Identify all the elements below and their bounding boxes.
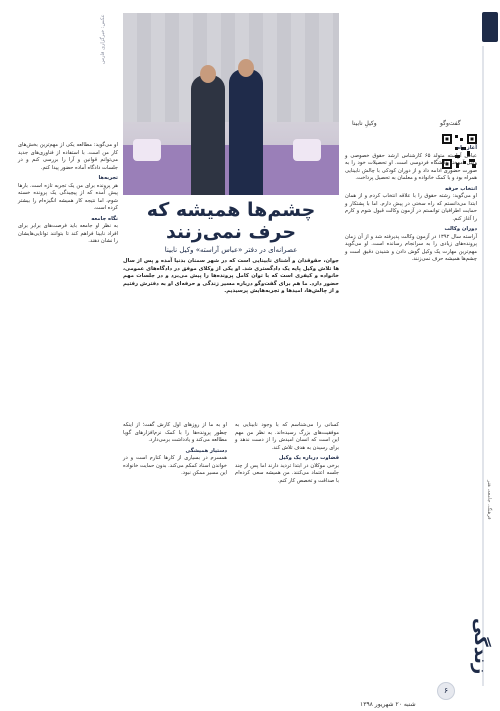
subheading: آغاز راه (457, 145, 477, 151)
publication-logo (482, 12, 498, 42)
paragraph: او به ما از روزهای اول کارش گفت؛ از اینکه چطور پرونده‌ها را با کمک نرم‌افزارهای گویا مطالعه می‌کند و یادداشت برمی‌دارد. (123, 422, 227, 443)
center-right-column (235, 422, 339, 485)
headline (123, 199, 339, 243)
paragraph: همسرم در بسیاری از کارها کنارم است و در خواندن اسناد کمکم می‌کند. بدون حمایت خانواده این مسیر ممکن نبود. (123, 455, 227, 476)
photo-credit: عکس: خبرگزاری فارس (100, 14, 106, 64)
paragraph: او می‌گوید: رشته حقوق را با علاقه انتخاب کردم و از همان ابتدا می‌دانستم که راه سختی در پیش دارم. اما با پشتکار و حمایت اطرافیان توانستم در آزمون وکالت قبول شوم و کارم را آغاز کنم. (345, 193, 477, 222)
side-rail (482, 46, 484, 686)
subheading: دوران وکالت (444, 226, 477, 232)
paragraph: کسانی را می‌شناسم که با وجود نابینایی به موفقیت‌های بزرگ رسیده‌اند. به نظر من مهم این است که انسان امیدش را از دست ندهد و برای رسیدن به هدف تلاش کند. (235, 422, 339, 451)
subheading: تجربه‌ها (98, 175, 118, 181)
issue-date: شنبه ۲۰ شهریور ۱۳۹۸ (360, 701, 416, 708)
right-column (345, 142, 477, 264)
photo-head-left (200, 65, 216, 83)
subheading: نگاه جامعه (91, 215, 118, 222)
feature-photo (123, 13, 339, 195)
headline-line-2: حرف نمی‌زنند (165, 221, 297, 243)
qr-label: گفت‌وگو (440, 120, 461, 127)
side-section-text: فرهنگ، جامعه، هنر (486, 480, 492, 520)
photo-person-left (191, 75, 225, 195)
paragraph: آراسته سال ۱۳۹۲ در آزمون وکالت پذیرفته شد و از آن زمان پرونده‌های زیادی را به سرانجام رسانده است. او می‌گوید مهم‌ترین مهارت یک وکیل گوش دادن و شنیدن دقیق است و چشم‌ها همیشه حرف نمی‌زنند. (345, 233, 477, 262)
section-tag: وکیلِ نابینا (352, 120, 377, 127)
paragraph: هر پرونده برای من یک تجربه تازه است. بارها پیش آمده که از پیچیدگی یک پرونده خسته شوم، اما نتیجه کار همیشه انگیزه‌ام را بیشتر کرده است. (18, 182, 118, 211)
paragraph: برخی موکلان در ابتدا تردید دارند اما پس از چند جلسه اعتماد می‌کنند. من همیشه سعی کرده‌ام با صداقت و تخصص کار کنم. (235, 462, 339, 484)
photo-cushion (293, 139, 321, 161)
paragraph: به نظر او جامعه باید فرصت‌های برابر برای افراد نابینا فراهم کند تا بتوانند توانایی‌هایشان را نشان دهند. (18, 223, 118, 244)
byline: عصرانه‌ای در دفتر «عباس آراسته» وکیل نابینا (164, 246, 298, 254)
headline-line-1: چشم‌ها همیشه که (146, 199, 316, 221)
subheading: دستیار همیشگی (185, 447, 227, 454)
center-left-column (123, 422, 227, 478)
photo-person-right (229, 69, 263, 195)
photo-cushion (133, 139, 161, 161)
page-number: ۶ (437, 682, 455, 700)
subheading: قضاوت درباره یک وکیل (278, 455, 339, 461)
paragraph: عباس آراسته متولد ۶۵ کارشناس ارشد حقوق خصوصی و وکیل آموخته دانشگاه فردوسی است. او تحصیلات خود را به صورت حضوری ادامه داد و از دوران کودکی با چالش نابینایی همراه بود و با کمک خانواده و معلمان به تحصیل پرداخت. (345, 152, 477, 181)
subheading: انتخاب حرفه (444, 185, 477, 192)
brand-mark: زندگی (470, 618, 491, 675)
paragraph: او می‌گوید: مطالعه یکی از مهم‌ترین بخش‌های کار من است. با استفاده از فناوری‌های جدید می‌توانم قوانین و آرا را بررسی کنم و در جلسات دادگاه آماده حضور پیدا کنم. (18, 142, 118, 171)
photo-head-right (238, 59, 254, 77)
lead-paragraph: جوان، حقوقدان و آشنای نابینایی است که در شهر سمنان بدنیا آمده و پس از سال ها تلاش وکیل پایه یک دادگستری شد. او یکی از وکلای موفق در دادگاه‌های عمومی، خانواده و کیفری است که با توان کامل پرونده‌ها را پیش می‌برد و در جلسات مهم حضور دارد. ما هم برای گفت‌وگو درباره مسیر زندگی و حرفه‌ای او به دفترش رفتیم و از چالش‌ها، امیدها و تجربه‌هایش پرسیدیم. (123, 258, 339, 294)
left-column (18, 142, 118, 246)
